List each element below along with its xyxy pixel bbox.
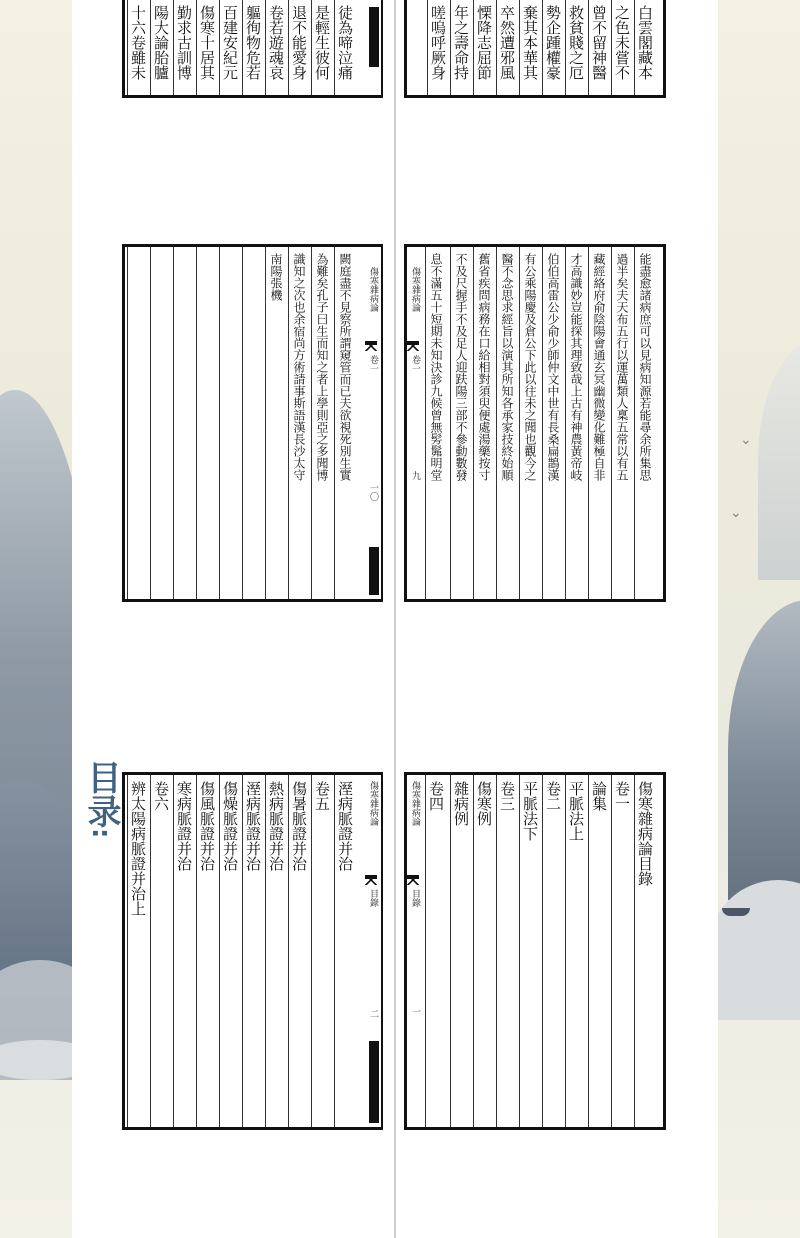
text-column: 藏經絡府俞陰陽會通玄冥幽微變化難極自非 <box>588 247 611 599</box>
text-column: 闕庭盡不見察所謂窺管而已夫欲視死別生實 <box>334 247 357 599</box>
text-column: 勢企踵權豪 <box>542 0 565 95</box>
text-column: 卷六 <box>150 775 173 1127</box>
text-column: 能盡愈諸病庶可以見病知源若能尋余所集思 <box>634 247 657 599</box>
boat-icon <box>722 908 750 916</box>
text-column: 有公乘陽慶及倉公下此以往未之聞也觀今之 <box>519 247 542 599</box>
text-column: 曾不留神醫 <box>588 0 611 95</box>
text-column: 舊省疾問病務在口給相對須臾便處湯藥按寸 <box>473 247 496 599</box>
text-column: 百建安紀元 <box>219 0 242 95</box>
bottom-left-page-frame <box>122 772 383 1130</box>
mist-shape <box>0 1040 72 1080</box>
toc-heading-text: 目录 <box>81 760 121 828</box>
text-column: 慄降志屈節 <box>473 0 496 95</box>
spine-divider <box>394 0 396 1238</box>
text-column: 熱病脈證并治 <box>265 775 288 1127</box>
text-column: 嗟嗚呼厥身 <box>427 0 450 95</box>
fishtail-mark <box>407 875 419 885</box>
fishtail-mark <box>365 875 377 885</box>
bird-icon: ⌄ <box>740 432 752 448</box>
text-column: 傷寒雜病論目錄 <box>634 775 657 1127</box>
text-column: 傷燥脈證并治 <box>219 775 242 1127</box>
text-column: 傷寒例 <box>473 775 496 1127</box>
right-landscape-backdrop <box>718 0 800 1238</box>
text-column: 平脈法下 <box>519 775 542 1127</box>
bird-icon: ⌄ <box>730 505 742 521</box>
text-column: 識知之次也余宿尚方術請事斯語漢長沙太守 <box>288 247 311 599</box>
toc-label: 目錄 <box>410 889 420 907</box>
text-column: 寒病脈證并治 <box>173 775 196 1127</box>
running-title: 傷寒雜病論 <box>368 267 378 312</box>
bottom-right-page-frame <box>404 772 666 1130</box>
page-number: 二 <box>368 1009 378 1018</box>
text-column: 才高識妙豈能探其理致哉上古有神農黃帝岐 <box>565 247 588 599</box>
running-title: 傷寒雜病論 <box>368 781 378 826</box>
text-column: 徒為啼泣痛 <box>334 0 357 95</box>
text-column <box>173 247 196 599</box>
page-number: 一 <box>410 1007 420 1016</box>
text-column: 溼病脈證并治 <box>242 775 265 1127</box>
text-column: 卷二 <box>542 775 565 1127</box>
text-column <box>196 247 219 599</box>
toc-heading-colon: : <box>86 828 116 839</box>
toc-label: 目錄 <box>368 889 378 907</box>
text-column: 過半矣夫天布五行以運萬類人稟五常以有五 <box>611 247 634 599</box>
text-column: 為難矣孔子曰生而知之者上學則亞之多聞博 <box>311 247 334 599</box>
middle-right-page-frame <box>404 244 666 602</box>
text-column: 論集 <box>588 775 611 1127</box>
margin-block <box>369 547 379 595</box>
running-title: 傷寒雜病論 <box>410 781 420 826</box>
text-column: 是輕生彼何 <box>311 0 334 95</box>
middle-left-page-frame <box>122 244 383 602</box>
text-column: 辨太陽病脈證并治上 <box>127 775 150 1127</box>
text-column: 傷暑脈證并治 <box>288 775 311 1127</box>
text-column: 卷三 <box>496 775 519 1127</box>
text-column: 傷寒十居其 <box>196 0 219 95</box>
text-column: 雜病例 <box>450 775 473 1127</box>
text-column: 救貧賤之厄 <box>565 0 588 95</box>
text-column: 之色未嘗不 <box>611 0 634 95</box>
text-column: 平脈法上 <box>565 775 588 1127</box>
text-column: 卷四 <box>425 775 448 1127</box>
text-column: 十六卷雖未 <box>127 0 150 95</box>
text-column <box>127 247 150 599</box>
left-landscape-backdrop <box>0 0 72 1238</box>
text-column: 醫不念思求經旨以演其所知各承家技終始順 <box>496 247 519 599</box>
page-number: 一〇 <box>368 483 378 501</box>
text-column: 白雲閣藏本 <box>634 0 657 95</box>
text-column: 卒然遭邪風 <box>496 0 519 95</box>
text-column <box>242 247 265 599</box>
text-column: 勤求古訓博 <box>173 0 196 95</box>
text-column: 南陽張機 <box>265 247 288 599</box>
text-column <box>219 247 242 599</box>
margin-block <box>369 7 379 67</box>
text-column: 陽大論胎臚 <box>150 0 173 95</box>
top-right-page-frame <box>404 0 666 98</box>
text-column: 棄其本華其 <box>519 0 542 95</box>
text-column <box>150 247 173 599</box>
text-column: 不及尺握手不及足人迎趺陽三部不參動數發 <box>450 247 473 599</box>
top-left-page-frame <box>122 0 383 98</box>
text-column: 年之壽命持 <box>450 0 473 95</box>
text-column: 息不滿五十短期未知決診九候曾無髣髴明堂 <box>425 247 448 599</box>
running-title: 傷寒雜病論 <box>410 267 420 312</box>
text-column: 卷若遊魂哀 <box>265 0 288 95</box>
text-column: 退不能愛身 <box>288 0 311 95</box>
text-column: 軀徇物危若 <box>242 0 265 95</box>
toc-heading <box>80 760 120 838</box>
volume-label: 卷一 <box>410 355 420 373</box>
text-column: 溼病脈證并治 <box>334 775 357 1127</box>
volume-label: 卷一 <box>368 355 378 373</box>
fishtail-mark <box>407 341 419 351</box>
mountain-shape <box>718 880 800 1020</box>
page-number: 九 <box>410 471 420 480</box>
text-column: 卷五 <box>311 775 334 1127</box>
margin-block <box>369 1041 379 1123</box>
text-column: 傷風脈證并治 <box>196 775 219 1127</box>
text-column: 卷一 <box>611 775 634 1127</box>
text-column: 伯伯高雷公少俞少師仲文中世有長桑扁鵲漢 <box>542 247 565 599</box>
fishtail-mark <box>365 341 377 351</box>
